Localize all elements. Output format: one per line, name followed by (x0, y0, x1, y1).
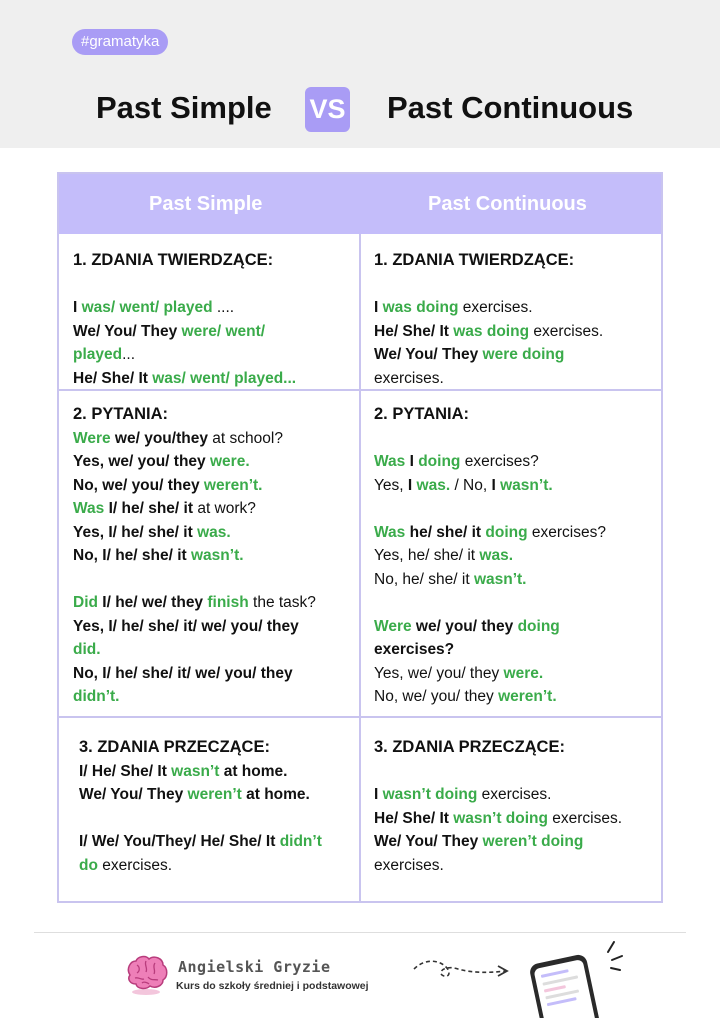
highlighted-verb: Was (374, 523, 406, 541)
text-segment: We/ You/ They (374, 346, 483, 363)
highlighted-verb: doing (418, 453, 461, 470)
text-segment: He/ She/ It (374, 322, 454, 340)
blank-line (374, 497, 659, 521)
blank-line (374, 273, 659, 297)
text-segment: at home. (219, 762, 288, 780)
text-segment: No, I/ he/ she/ it (73, 547, 191, 564)
highlighted-verb: was. (197, 523, 231, 541)
text-segment: Yes, he/ she/ it (374, 547, 480, 564)
text-segment: exercises. (529, 322, 604, 340)
brand-name: Angielski Gryzie (178, 958, 331, 976)
text-segment: I (374, 299, 383, 316)
highlighted-verb: Were (73, 429, 111, 447)
text-segment: Yes, I/ he/ she/ it (73, 523, 198, 541)
highlighted-verb: was doing (453, 322, 530, 340)
text-segment: the task? (248, 594, 316, 611)
text-segment: exercises. (374, 369, 444, 387)
title-past-simple: Past Simple (96, 90, 272, 125)
text-segment: 1. ZDANIA TWIERDZĄCE: (73, 251, 274, 269)
section-heading (79, 736, 357, 760)
comparison-table (57, 172, 663, 903)
blank-line (374, 591, 659, 615)
highlighted-verb: weren’t. (203, 476, 263, 494)
text-segment: / No, (450, 476, 492, 494)
highlighted-verb: Was (374, 453, 406, 470)
example-line (73, 544, 353, 568)
example-line (79, 783, 357, 807)
text-segment: No, I/ he/ she/ it/ we/ you/ they (73, 664, 293, 682)
row-divider (59, 716, 661, 718)
text-segment: We/ You/ They (374, 833, 483, 850)
example-line (374, 450, 659, 474)
highlighted-verb: do (79, 856, 98, 874)
highlighted-verb: played (73, 346, 123, 363)
text-segment: exercises. (458, 299, 533, 316)
example-line (374, 662, 659, 686)
section-heading (374, 403, 659, 427)
example-line (73, 615, 353, 639)
text-segment: exercises. (547, 809, 623, 827)
column-divider (359, 234, 361, 903)
example-line (73, 591, 353, 615)
blank-line (79, 807, 357, 831)
example-line (374, 685, 659, 709)
example-line (73, 320, 353, 344)
example-line (374, 615, 659, 639)
text-segment: We/ You/ They (79, 786, 188, 803)
blank-line (73, 568, 353, 592)
text-segment: I (491, 476, 501, 494)
section-heading (73, 249, 353, 273)
page-header (0, 0, 720, 148)
text-segment: Yes, we/ you/ they (73, 453, 210, 470)
example-line (374, 320, 659, 344)
text-segment: exercises. (97, 856, 173, 874)
text-segment: at home. (241, 786, 310, 803)
text-segment: We/ You/ They (73, 322, 182, 340)
example-line (374, 367, 659, 391)
example-line (73, 427, 353, 451)
text-segment: exercises? (460, 453, 539, 470)
highlighted-verb: wasn’t. (191, 547, 244, 564)
text-segment: He/ She/ It (73, 369, 153, 387)
highlighted-verb: wasn’t. (473, 570, 527, 588)
text-segment: 2. PYTANIA: (73, 405, 169, 423)
text-segment: I (407, 476, 417, 494)
text-segment: Yes, we/ you/ they (374, 664, 504, 682)
text-segment: he/ she/ it (405, 523, 486, 541)
text-segment: exercises. (477, 786, 552, 803)
example-line (79, 854, 357, 878)
blank-line (374, 427, 659, 451)
example-line (374, 830, 659, 854)
cell-questions-past-simple (73, 403, 353, 709)
highlighted-verb: weren’t. (498, 688, 557, 705)
category-tag[interactable]: #gramatyka (72, 29, 168, 55)
brain-icon (122, 953, 170, 997)
highlighted-verb: finish (207, 594, 249, 611)
highlighted-verb: was. (479, 547, 514, 564)
example-line (73, 521, 353, 545)
example-line (374, 568, 659, 592)
highlighted-verb: were doing (482, 346, 565, 363)
text-segment: I/ We/ You/They/ He/ She/ It (79, 833, 280, 850)
title-past-continuous: Past Continuous (387, 90, 634, 125)
cell-negative-past-continuous (374, 736, 659, 877)
text-segment: He/ She/ It (374, 809, 454, 827)
example-line (374, 638, 659, 662)
phone-icon (516, 938, 626, 1018)
example-line (79, 830, 357, 854)
text-segment: Yes, I/ he/ she/ it/ we/ you/ they (73, 617, 299, 635)
text-segment: exercises. (374, 856, 444, 874)
example-line (374, 854, 659, 878)
example-line (79, 760, 357, 784)
highlighted-verb: did. (73, 641, 101, 658)
example-line (73, 474, 353, 498)
text-segment: exercises? (374, 641, 455, 658)
cell-negative-past-simple (79, 736, 357, 877)
blank-line (73, 273, 353, 297)
highlighted-verb: weren’t (187, 786, 242, 803)
footer-divider (34, 932, 686, 933)
text-segment: I (405, 453, 419, 470)
section-heading (374, 249, 659, 273)
highlighted-verb: was/ went/ played (81, 299, 213, 316)
example-line (374, 474, 659, 498)
text-segment: 2. PYTANIA: (374, 405, 470, 423)
column-header-past-simple: Past Simple (149, 193, 263, 215)
text-segment: exercises? (527, 523, 606, 541)
highlighted-verb: wasn’t doing (453, 809, 548, 827)
text-segment: No, we/ you/ they (73, 476, 204, 494)
text-segment: at school? (207, 429, 283, 447)
highlighted-verb: were. (503, 664, 544, 682)
text-segment: we/ you/ they (411, 617, 518, 635)
text-segment: 1. ZDANIA TWIERDZĄCE: (374, 251, 575, 269)
example-line (73, 662, 353, 686)
vs-badge: VS (305, 87, 350, 132)
text-segment: 3. ZDANIA PRZECZĄCE: (374, 738, 565, 756)
text-segment: No, he/ she/ it (374, 570, 474, 588)
text-segment: I/ he/ we/ they (97, 594, 208, 611)
highlighted-verb: wasn’t. (500, 476, 553, 494)
example-line (73, 685, 353, 709)
highlighted-verb: Were (374, 617, 412, 635)
highlighted-verb: was/ went/ played... (152, 369, 297, 387)
example-line (73, 450, 353, 474)
example-line (73, 296, 353, 320)
example-line (374, 807, 659, 831)
example-line (374, 343, 659, 367)
example-line (73, 367, 353, 391)
example-line (73, 497, 353, 521)
example-line (374, 544, 659, 568)
highlighted-verb: was doing (382, 299, 459, 316)
text-segment: .... (212, 299, 235, 316)
text-segment: I (73, 299, 82, 316)
highlighted-verb: doing (485, 523, 528, 541)
brand-subtitle: Kurs do szkoły średniej i podstawowej (176, 980, 369, 992)
table-header-row (59, 174, 661, 234)
highlighted-verb: Did (73, 594, 98, 611)
highlighted-verb: didn’t. (73, 688, 120, 705)
cell-questions-past-continuous (374, 403, 659, 709)
blank-line (374, 760, 659, 784)
highlighted-verb: Was (73, 500, 105, 517)
text-segment: I/ He/ She/ It (79, 762, 172, 780)
text-segment: 3. ZDANIA PRZECZĄCE: (79, 738, 270, 756)
example-line (374, 783, 659, 807)
example-line (73, 343, 353, 367)
highlighted-verb: were/ went/ (181, 322, 266, 340)
column-header-past-continuous: Past Continuous (428, 193, 587, 215)
text-segment: Yes, (374, 476, 408, 494)
curved-arrow-icon (412, 955, 512, 985)
text-segment: I (374, 786, 383, 803)
highlighted-verb: was. (416, 476, 451, 494)
text-segment: at work? (193, 500, 256, 517)
highlighted-verb: weren’t doing (482, 833, 584, 850)
cell-affirmative-past-simple (73, 249, 353, 390)
highlighted-verb: wasn’t (171, 762, 220, 780)
section-heading (73, 403, 353, 427)
text-segment: we/ you/they (110, 429, 208, 447)
example-line (374, 296, 659, 320)
section-heading (374, 736, 659, 760)
text-segment: No, we/ you/ they (374, 688, 499, 705)
highlighted-verb: doing (517, 617, 560, 635)
highlighted-verb: were. (209, 453, 250, 470)
highlighted-verb: didn’t (279, 833, 322, 850)
example-line (73, 638, 353, 662)
cell-affirmative-past-continuous (374, 249, 659, 390)
highlighted-verb: wasn’t doing (382, 786, 478, 803)
example-line (374, 521, 659, 545)
text-segment: ... (122, 346, 136, 363)
text-segment: I/ he/ she/ it (104, 500, 194, 517)
